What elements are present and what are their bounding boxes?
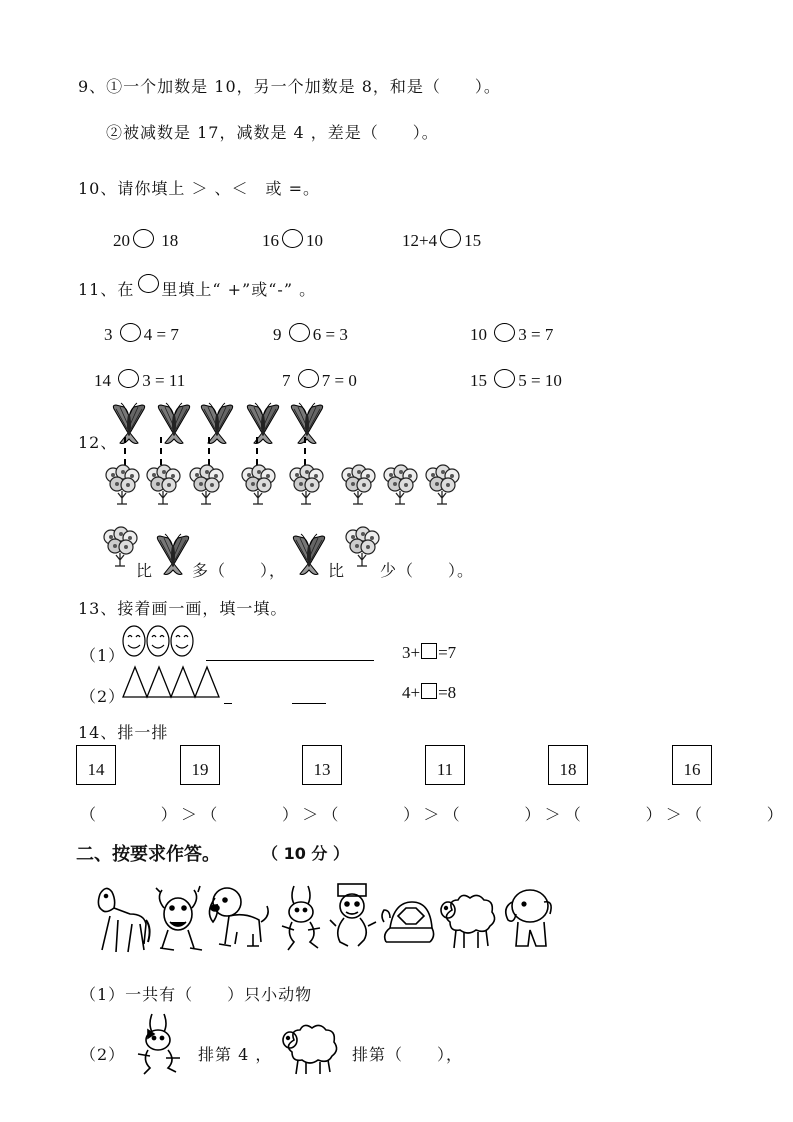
q11-item-3: 10 3 = 7 [470, 325, 554, 344]
turtle-icon [380, 888, 438, 960]
compare-1-word: 比 [136, 561, 154, 580]
butterfly-icon [112, 403, 146, 445]
section2-q1: （1）一共有（ ）只小动物 [80, 985, 313, 1004]
butterfly-icon [157, 403, 191, 445]
answer-circle[interactable] [440, 229, 461, 248]
triangles [121, 665, 221, 699]
q10-prompt: 10、请你填上 ＞ 、＜ 或 =。 [78, 179, 321, 198]
flower-icon [145, 466, 181, 508]
flower-icon [382, 466, 418, 508]
answer-box[interactable] [421, 683, 437, 699]
q11-prompt: 11、在 里填上“ +”或“-” 。 [78, 274, 316, 300]
section2-q2-label: （2） [80, 1045, 126, 1064]
answer-circle[interactable] [282, 229, 303, 248]
answer-circle[interactable] [494, 369, 515, 388]
number-card: 11 [425, 745, 465, 785]
connector-line [160, 437, 162, 465]
q10-item-3: 12+4 15 [402, 231, 482, 250]
rabbit-icon [134, 1010, 184, 1076]
butterfly-icon [156, 534, 190, 576]
q13-row2-equation: 4+ =8 [402, 683, 457, 702]
q13-row1-label: （1） [80, 646, 126, 665]
q10-item-1: 20 18 [113, 231, 179, 250]
answer-circle[interactable] [118, 369, 139, 388]
answer-line[interactable] [292, 703, 326, 704]
flower-icon [288, 466, 324, 508]
q12-label: 12、 [78, 433, 118, 452]
q11-item-5: 7 7 = 0 [282, 371, 357, 390]
butterfly-icon [292, 534, 326, 576]
q11-item-2: 9 6 = 3 [273, 325, 348, 344]
section-heading: 二、按要求作答。 [76, 844, 220, 865]
answer-line[interactable] [224, 703, 232, 704]
flower-icon [188, 466, 224, 508]
q13-prompt: 13、接着画一画，填一填。 [78, 599, 288, 618]
rabbit-icon [278, 882, 328, 954]
flower-icon [424, 466, 460, 508]
number-card: 14 [76, 745, 116, 785]
flower-icon [104, 466, 140, 508]
section2-q2-b: 排第（ ）， [352, 1045, 464, 1064]
number-card: 18 [548, 745, 588, 785]
number-card: 13 [302, 745, 342, 785]
connector-line [208, 437, 210, 465]
q13-row1-equation: 3+ =7 [402, 643, 457, 662]
answer-circle[interactable] [494, 323, 515, 342]
compare-2-word: 比 [328, 561, 346, 580]
compare-1-answer: 多（ ）， [192, 561, 287, 580]
flower-icon [102, 528, 138, 570]
sheep-icon [438, 890, 498, 962]
q14-prompt: 14、排一排 [78, 723, 169, 742]
flower-icon [240, 466, 276, 508]
compare-2-answer: 少（ ）。 [380, 561, 475, 580]
q11-item-6: 15 5 = 10 [470, 371, 562, 390]
dog-playing-icon [152, 884, 207, 956]
q9-line2: ②被减数是 17，减数是 4 ，差是（ ）。 [106, 123, 439, 142]
number-card: 19 [180, 745, 220, 785]
answer-circle[interactable] [133, 229, 154, 248]
butterfly-icon [290, 403, 324, 445]
dog-icon [205, 882, 275, 954]
horse-icon [88, 884, 152, 956]
answer-box[interactable] [421, 643, 437, 659]
elephant-icon [500, 884, 556, 956]
section2-q2-a: 排第 4 ， [198, 1045, 273, 1064]
connector-line [304, 437, 306, 465]
flower-icon [344, 528, 380, 570]
section-score: （ 10 分 ） [262, 844, 349, 863]
q10-item-2: 16 10 [262, 231, 323, 250]
flower-icon [340, 466, 376, 508]
answer-circle[interactable] [298, 369, 319, 388]
q11-item-1: 3 4 = 7 [104, 325, 179, 344]
smiley-faces [122, 625, 197, 659]
connector-line [124, 437, 126, 465]
butterfly-icon [246, 403, 280, 445]
connector-line [256, 437, 258, 465]
monkey-icon [328, 880, 378, 952]
q14-order-line: （ ）＞（ ）＞（ ）＞（ ）＞（ ）＞（ ） [80, 805, 788, 824]
answer-circle[interactable] [289, 323, 310, 342]
number-card: 16 [672, 745, 712, 785]
butterfly-icon [200, 403, 234, 445]
q11-item-4: 14 3 = 11 [94, 371, 186, 390]
answer-line[interactable] [206, 660, 374, 661]
q13-row2-label: （2） [80, 687, 126, 706]
q9-line1: 9、①一个加数是 10，另一个加数是 8，和是（ ）。 [78, 77, 501, 96]
circle-symbol [138, 274, 159, 293]
answer-circle[interactable] [120, 323, 141, 342]
sheep-icon [280, 1022, 340, 1078]
